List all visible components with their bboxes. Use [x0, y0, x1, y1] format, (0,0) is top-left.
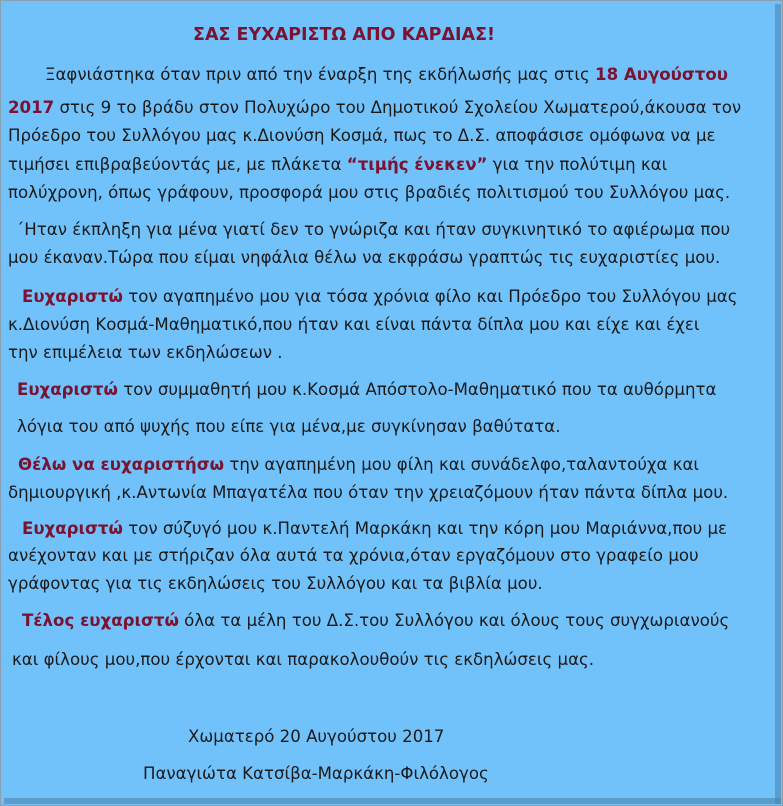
p5-line-1: Θέλω να ευχαριστήσω την αγαπημένη μου φίλη και συνάδελφο,ταλαντούχα και — [18, 455, 700, 474]
p1-line-3: Πρόεδρο του Συλλόγου μας κ.Διονύση Κοσμά, πως το Δ.Σ. αποφάσισε ομόφωνα να με — [8, 126, 716, 145]
p6-line-2: ανέχονταν και με στήριζαν όλα αυτά τα χρόνια,όταν εργαζόμουν στο γραφείο μου — [8, 546, 699, 565]
p1-line-4: τιμήσει επιβραβεύοντάς με, με πλάκετα “τιμής ένεκεν” για την πολύτιμη και — [8, 155, 668, 174]
panel-shadow-right — [775, 4, 781, 804]
p4-line-2: λόγια του από ψυχής που είπε για μένα,με συγκίνησαν βαθύτατα. — [17, 417, 561, 436]
p6-line-1: Ευχαριστώ τον σύζυγό μου κ.Παντελή Μαρκάκη και την κόρη μου Μαριάννα,που με — [22, 519, 728, 538]
place-date: Χωματερό 20 Αυγούστου 2017 — [188, 727, 445, 746]
p1-award-emphasis: “τιμής ένεκεν” — [346, 155, 488, 174]
p3-line-1: Ευχαριστώ τον αγαπημένο μου για τόσα χρόνια φίλο και Πρόεδρο του Συλλόγου μας — [22, 287, 738, 306]
panel-shadow-bottom — [4, 798, 781, 804]
p5-line-2: δημιουργική ,κ.Αντωνία Μπαγατέλα που όταν την χρειαζόμουν ήταν πάντα δίπλα μου. — [8, 483, 729, 502]
signature: Παναγιώτα Κατσίβα-Μαρκάκη-Φιλόλογος — [143, 764, 489, 783]
p5-thanks-emphasis: Θέλω να ευχαριστήσω — [18, 455, 225, 474]
p1-line-5: πολύχρονη, όπως γράφουν, προσφορά μου στις βραδιές πολιτισμού του Συλλόγου μας. — [8, 183, 731, 202]
p1-line-2: 2017 στις 9 το βράδυ στον Πολυχώρο του Δημοτικού Σχολείου Χωματερού,άκουσα τον — [8, 98, 742, 117]
p7-line-2: και φίλους μου,που έρχονται και παρακολουθούν τις εκδηλώσεις μας. — [12, 650, 595, 669]
p3-line-3: την επιμέλεια των εκδηλώσεων . — [8, 343, 283, 362]
p7-thanks-emphasis: Τέλος ευχαριστώ — [22, 611, 179, 630]
letter-title: ΣΑΣ ΕΥΧΑΡΙΣΤΩ ΑΠΟ ΚΑΡΔΙΑΣ! — [193, 25, 496, 45]
p4-line-1: Ευχαριστώ τον συμμαθητή μου κ.Κοσμά Απόστολο-Μαθηματικό που τα αυθόρμητα — [17, 380, 717, 399]
p1-line-1: Ξαφνιάστηκα όταν πριν από την έναρξη της εκδήλωσής μας στις 18 Αυγούστου — [45, 65, 728, 84]
p2-line-1: ΄Ηταν έκπληξη για μένα γιατί δεν το γνώριζα και ήταν συγκινητικό το αφιέρωμα που — [16, 220, 731, 239]
p6-line-3: γράφοντας για τις εκδηλώσεις του Συλλόγου και τα βιβλία μου. — [8, 574, 543, 593]
p4-thanks-emphasis: Ευχαριστώ — [17, 380, 118, 399]
p7-line-1: Τέλος ευχαριστώ όλα τα μέλη του Δ.Σ.του Συλλόγου και όλους τους συγχωριανούς — [22, 611, 730, 630]
p6-thanks-emphasis: Ευχαριστώ — [22, 519, 123, 538]
p1-year-emphasis: 2017 — [8, 98, 55, 117]
p1-date-emphasis: 18 Αυγούστου — [595, 65, 728, 84]
p3-thanks-emphasis: Ευχαριστώ — [22, 287, 123, 306]
p3-line-2: κ.Διονύση Κοσμά-Μαθηματικό,που ήταν και είναι πάντα δίπλα μου και είχε και έχει — [8, 315, 700, 334]
p2-line-2: μου έκαναν.Τώρα που είμαι νηφάλια θέλω να εκφράσω γραπτώς τις ευχαριστίες μου. — [8, 248, 721, 267]
